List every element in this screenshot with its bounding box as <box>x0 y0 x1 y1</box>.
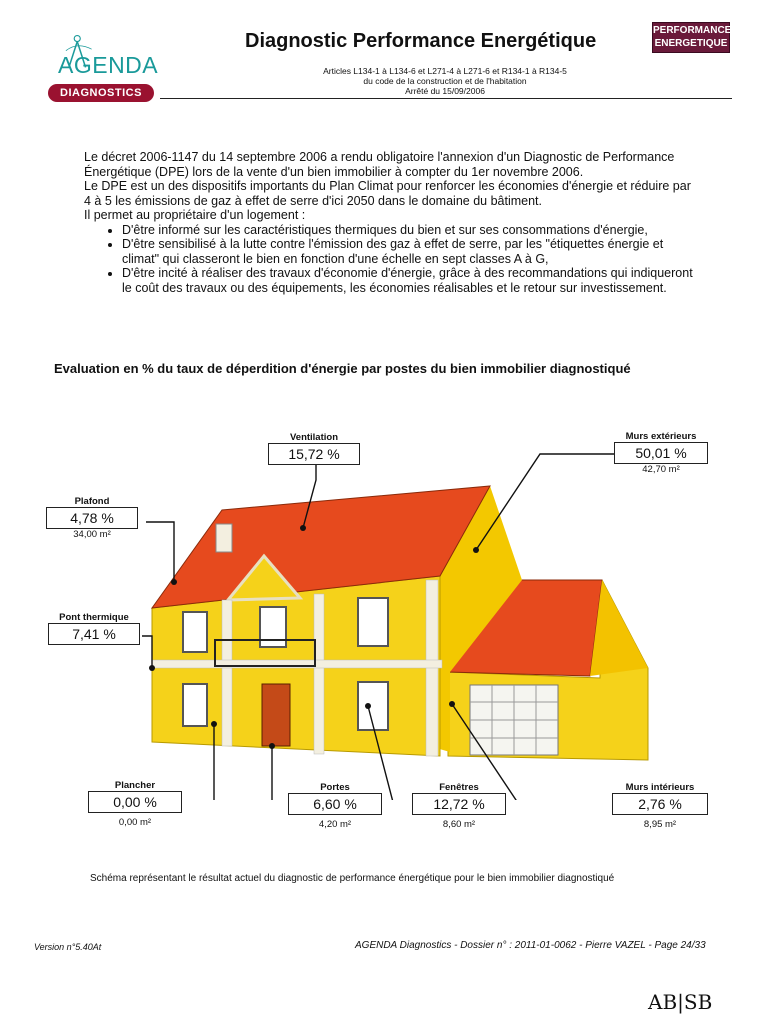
plancher-area: 0,00 m² <box>118 817 152 828</box>
page-title: Diagnostic Performance Energétique <box>245 30 597 52</box>
fenetres-area: 8,60 m² <box>442 819 476 830</box>
murs-int-value: 2,76 % <box>612 793 708 815</box>
legal-articles: Articles L134-1 à L134-6 et L271-4 à L271-6 et R134-1 à R134-5 du code de la construction et de l'habitation Arrêté du 15/09/2006 <box>323 66 567 96</box>
version-label: Version n°5.40At <box>34 942 102 952</box>
section-title: Evaluation en % du taux de déperdition d'énergie par postes du bien immobilier diagnostiqué <box>54 361 631 376</box>
portes-label: Portes <box>320 782 350 793</box>
ventilation-label: Ventilation <box>289 432 339 443</box>
benefits-list <box>84 223 694 296</box>
callout-fenetres <box>412 782 506 830</box>
header-divider <box>160 98 732 99</box>
callout-ventilation <box>268 432 360 465</box>
callout-murs-exterieurs <box>614 431 708 475</box>
callout-plancher <box>88 780 182 828</box>
ventilation-value: 15,72 % <box>268 443 360 465</box>
murs-int-label: Murs intérieurs <box>625 782 695 793</box>
callout-portes <box>288 782 382 830</box>
plafond-label: Plafond <box>74 496 110 507</box>
murs-int-area: 8,95 m² <box>643 819 677 830</box>
callout-pont-thermique <box>48 612 140 645</box>
handwritten-initials: AB|SB <box>648 990 713 1014</box>
plafond-value: 4,78 % <box>46 507 138 529</box>
murs-ext-label: Murs extérieurs <box>625 431 697 442</box>
intro-paragraph-3: Il permet au propriétaire d'un logement : <box>84 208 306 222</box>
callout-murs-interieurs <box>612 782 708 830</box>
logo-subtitle: DIAGNOSTICS <box>48 84 154 102</box>
murs-ext-value: 50,01 % <box>614 442 708 464</box>
fenetres-label: Fenêtres <box>439 782 479 793</box>
performance-badge: PERFORMANCE ENERGETIQUE <box>652 22 730 53</box>
intro-paragraph-2: Le DPE est un des dispositifs importants du Plan Climat pour renforcer les économies d'énergie et réduire par 4 à 5 les émissions de gaz à effet de serre d'ici 2050 dans le domaine du bâtiment. <box>84 179 691 208</box>
portes-value: 6,60 % <box>288 793 382 815</box>
logo-wordmark: AGENDA <box>58 52 159 78</box>
pont-label: Pont thermique <box>59 612 129 623</box>
dossier-footer: AGENDA Diagnostics - Dossier n° : 2011-01-0062 - Pierre VAZEL - Page 24/33 <box>355 940 706 951</box>
plancher-value: 0,00 % <box>88 791 182 813</box>
murs-ext-area: 42,70 m² <box>642 464 680 475</box>
fenetres-value: 12,72 % <box>412 793 506 815</box>
intro-paragraph-1: Le décret 2006-1147 du 14 septembre 2006 a rendu obligatoire l'annexion d'un Diagnostic de Performance Énergétique (DPE) lors de la vente d'un bien immobilier à compter du 1er novembre 2006. <box>84 150 675 179</box>
portes-area: 4,20 m² <box>318 819 352 830</box>
pont-value: 7,41 % <box>48 623 140 645</box>
callout-plafond <box>46 496 138 540</box>
list-item: • D'être informé sur les caractéristiques thermiques du bien et sur ses consommations d'énergie, <box>122 223 694 238</box>
figure-caption: Schéma représentant le résultat actuel du diagnostic de performance énergétique pour le bien immobilier diagnostiqué <box>90 873 615 884</box>
list-item: • D'être incité à réaliser des travaux d'économie d'énergie, grâce à des recommandations qui indiqueront le coût des travaux ou des équipements, les économies réalisables et le retour sur investissement. <box>122 266 694 295</box>
list-item: • D'être sensibilisé à la lutte contre l'émission des gaz à effet de serre, par les "étiquettes énergie et climat" qui classeront le bien en fonction d'une échelle en sept classes A à G, <box>122 237 694 266</box>
intro-text <box>84 150 694 295</box>
plancher-label: Plancher <box>114 780 156 791</box>
plafond-area: 34,00 m² <box>73 529 111 540</box>
